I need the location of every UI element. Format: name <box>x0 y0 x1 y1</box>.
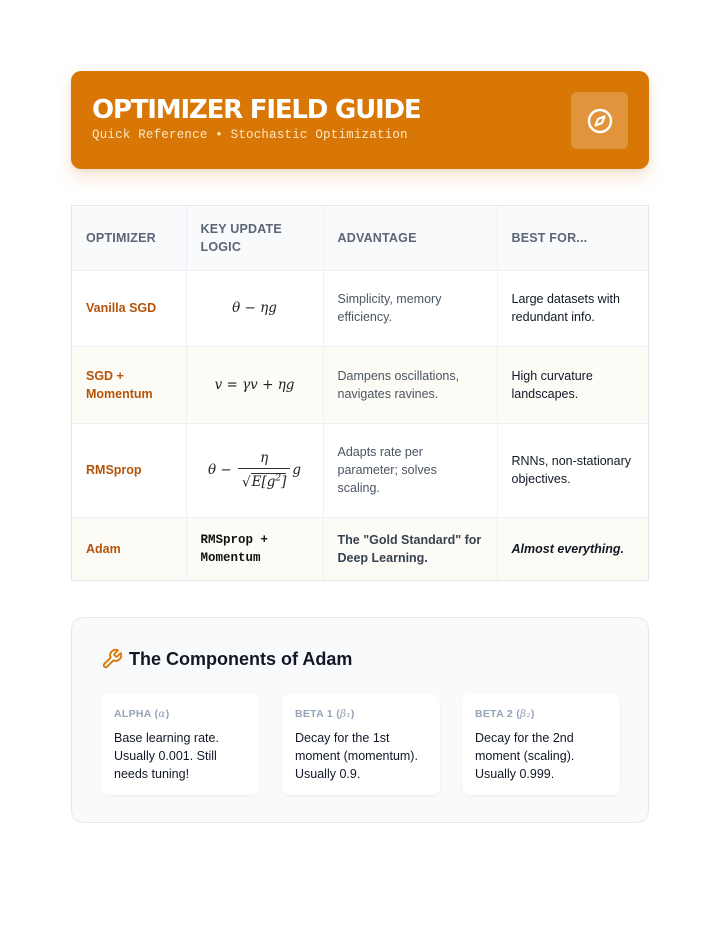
label-symbol: β₁ <box>339 708 351 720</box>
formula-root-close: ] <box>281 474 287 491</box>
formula-exponent: 2 <box>275 473 282 484</box>
column-header: BEST FOR... <box>497 206 649 270</box>
update-formula: v = γv + ηg <box>186 346 323 423</box>
best-for-cell: Large datasets with redundant info. <box>497 270 649 346</box>
label-end: ) <box>350 708 355 720</box>
component-label <box>475 708 535 720</box>
formula-numerator: η <box>260 449 269 466</box>
update-formula: RMSprop + Momentum <box>186 517 323 580</box>
label-text: BETA 2 ( <box>475 708 520 720</box>
component-label <box>295 708 355 720</box>
page-subtitle: Quick Reference • Stochastic Optimization <box>92 128 408 142</box>
compass-icon <box>571 92 628 149</box>
formula-tail: g <box>292 461 302 478</box>
optimizer-name: Adam <box>72 517 186 580</box>
table-row <box>72 270 649 346</box>
label-end: ) <box>530 708 535 720</box>
component-description: Decay for the 1st moment (momentum). Usually 0.9. <box>295 731 418 781</box>
formula-root-body: E[g <box>251 474 276 491</box>
update-formula: θ − ηg <box>186 270 323 346</box>
advantage-cell: Adapts rate per parameter; solves scaling. <box>323 423 497 517</box>
label-text: ALPHA ( <box>114 708 159 720</box>
label-end: ) <box>165 708 170 720</box>
table-row <box>72 346 649 423</box>
table-row <box>72 423 649 517</box>
label-symbol: β₂ <box>519 708 531 720</box>
components-card <box>71 617 649 823</box>
component-alpha <box>101 694 259 795</box>
optimizer-name: RMSprop <box>72 423 186 517</box>
component-description: Decay for the 2nd moment (scaling). Usually 0.999. <box>475 731 575 781</box>
optimizer-name: Vanilla SGD <box>72 270 186 346</box>
table-header-row <box>72 206 649 270</box>
advantage-cell: Simplicity, memory efficiency. <box>323 270 497 346</box>
advantage-cell: Dampens oscillations, navigates ravines. <box>323 346 497 423</box>
formula-lead: θ − <box>207 461 232 478</box>
table-row <box>72 517 649 580</box>
components-title: The Components of Adam <box>129 648 353 669</box>
formula-denominator: $√E[g^2]$ <box>238 468 290 491</box>
optimizer-name: SGD + Momentum <box>72 346 186 423</box>
advantage-cell: The "Gold Standard" for Deep Learning. <box>323 517 497 580</box>
component-beta1 <box>282 694 440 795</box>
optimizer-table <box>71 205 649 581</box>
update-formula <box>186 423 323 517</box>
formula-root <box>251 473 287 490</box>
component-label <box>114 708 169 720</box>
formula-fraction <box>238 450 290 491</box>
column-header: OPTIMIZER <box>72 206 186 270</box>
best-for-cell: RNNs, non-stationary objectives. <box>497 423 649 517</box>
column-header: ADVANTAGE <box>323 206 497 270</box>
best-for-cell: Almost everything. <box>497 517 649 580</box>
label-text: BETA 1 ( <box>295 708 340 720</box>
component-description: Base learning rate. Usually 0.001. Still needs tuning! <box>114 731 219 781</box>
wrench-icon <box>101 648 123 670</box>
component-beta2 <box>462 694 620 795</box>
page-title: OPTIMIZER FIELD GUIDE <box>92 95 421 125</box>
header-banner <box>71 71 649 169</box>
best-for-cell: High curvature landscapes. <box>497 346 649 423</box>
column-header: KEY UPDATE LOGIC <box>186 206 323 270</box>
components-heading <box>101 648 352 670</box>
label-symbol: α <box>158 708 166 720</box>
